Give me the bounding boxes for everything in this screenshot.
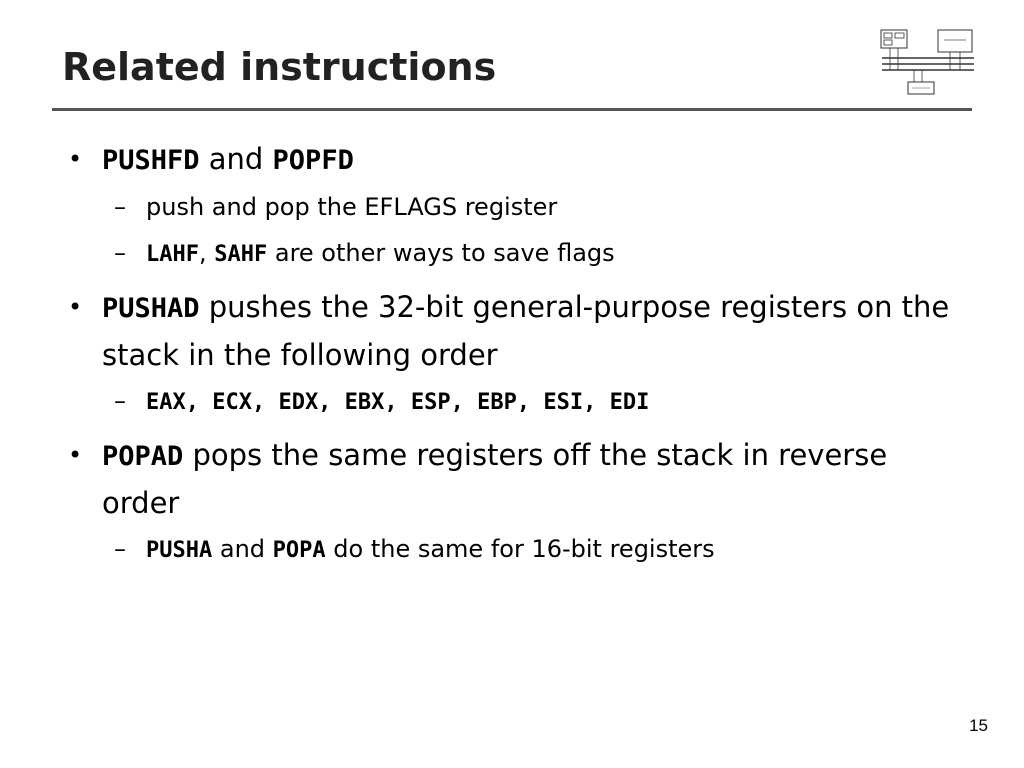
bullet-item — [68, 136, 968, 184]
bullet-marker: • — [68, 293, 83, 321]
instruction-mnemonic: SAHF — [214, 242, 268, 267]
sub-bullet-marker: – — [114, 193, 126, 221]
sub-bullet-marker: – — [114, 239, 126, 267]
instruction-mnemonic: PUSHA — [146, 538, 213, 563]
bullet-text: pops the same registers off the stack in reverse order — [102, 438, 888, 520]
sub-bullet-item — [68, 230, 968, 278]
computer-architecture-diagram-icon — [880, 28, 976, 96]
instruction-mnemonic: POPFD — [272, 145, 354, 176]
sub-bullet-item — [68, 526, 968, 574]
instruction-mnemonic: LAHF — [146, 242, 199, 267]
sub-bullet-item — [68, 184, 968, 230]
instruction-mnemonic: EAX, ECX, EDX, EBX, ESP, EBP, ESI, EDI — [146, 390, 650, 415]
slide-title: Related instructions — [62, 45, 497, 89]
bullet-marker: • — [68, 145, 83, 173]
instruction-mnemonic: POPAD — [102, 441, 184, 472]
bullet-text: and — [212, 535, 273, 563]
instruction-mnemonic: PUSHAD — [102, 293, 200, 324]
instruction-mnemonic: POPA — [272, 538, 326, 563]
bullet-text: do the same for 16-bit registers — [325, 535, 715, 563]
page-number: 15 — [969, 716, 988, 735]
bullet-text: push and pop the EFLAGS register — [146, 193, 558, 221]
bullet-text: pushes the 32-bit general-purpose registers on the stack in the following order — [102, 290, 950, 372]
bullet-item — [68, 432, 968, 526]
bullet-text: , — [198, 239, 215, 267]
bullet-text: are other ways to save flags — [267, 239, 615, 267]
bullet-list — [68, 130, 968, 574]
instruction-mnemonic: PUSHFD — [102, 145, 200, 176]
sub-bullet-item — [68, 378, 968, 426]
bullet-marker: • — [68, 441, 83, 469]
sub-bullet-marker: – — [114, 535, 126, 563]
sub-bullet-marker: – — [114, 387, 126, 415]
title-divider — [52, 108, 972, 111]
bullet-item — [68, 284, 968, 378]
bullet-text: and — [199, 142, 273, 176]
